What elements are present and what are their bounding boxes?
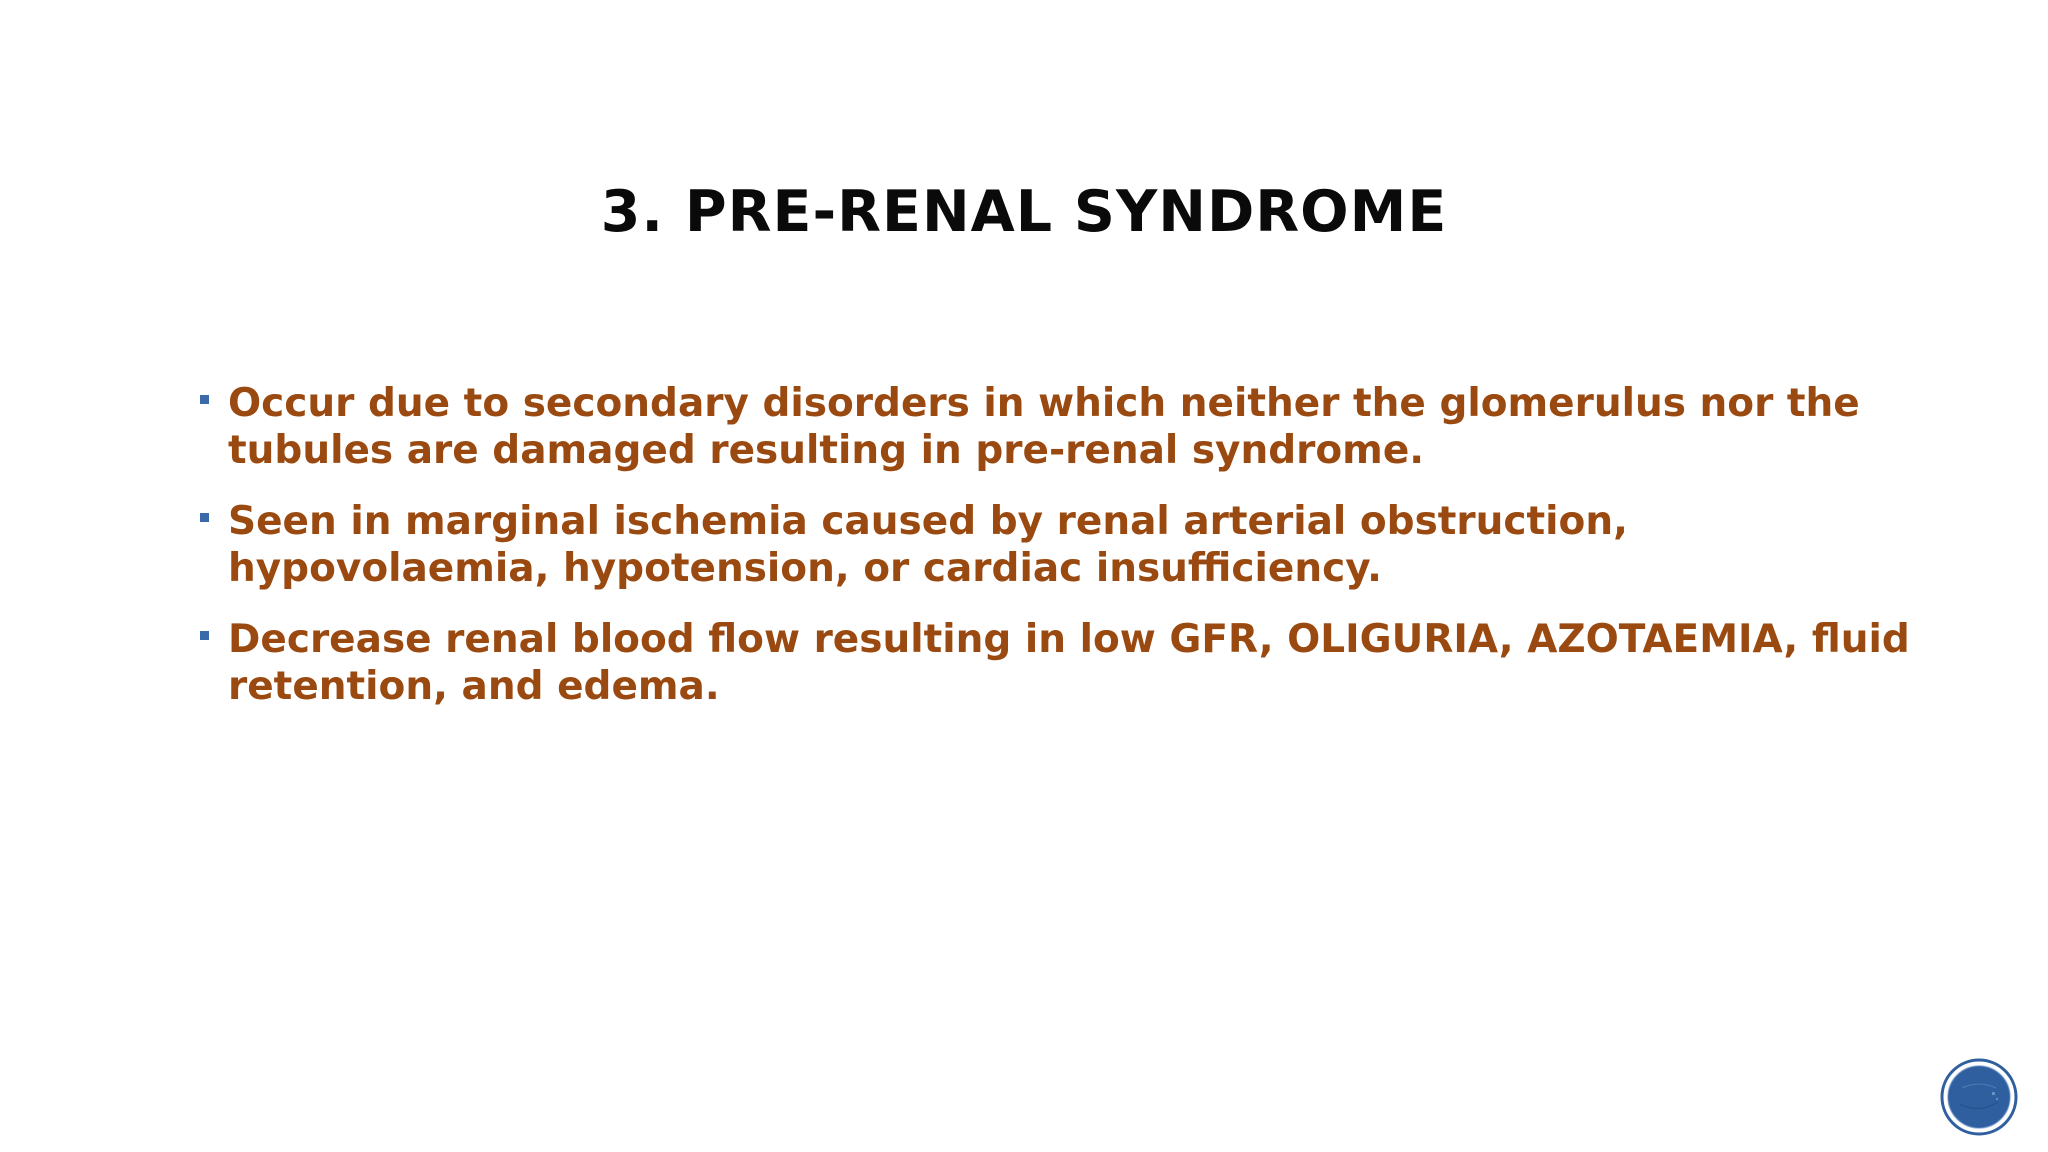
bullet-item [196, 498, 1916, 592]
circle-badge-icon [1940, 1058, 2018, 1136]
square-bullet-icon [200, 513, 209, 522]
bullet-text: Occur due to secondary disorders in which neither the glomerulus nor the tubules are damaged resulting in pre-renal syndrome. [228, 381, 1860, 473]
bullet-text: Seen in marginal ischemia caused by renal arterial obstruction, hypovolaemia, hypotension, or cardiac insufficiency. [228, 499, 1628, 591]
bullet-item [196, 380, 1916, 474]
bullet-list [196, 380, 1916, 734]
bullet-item [196, 616, 1916, 710]
slide-title: 3. PRE-RENAL SYNDROME [600, 179, 1448, 245]
square-bullet-icon [200, 395, 209, 404]
square-bullet-icon [200, 631, 209, 640]
bullet-text: Decrease renal blood flow resulting in low GFR, OLIGURIA, AZOTAEMIA, fluid retention, and edema. [228, 617, 1910, 709]
